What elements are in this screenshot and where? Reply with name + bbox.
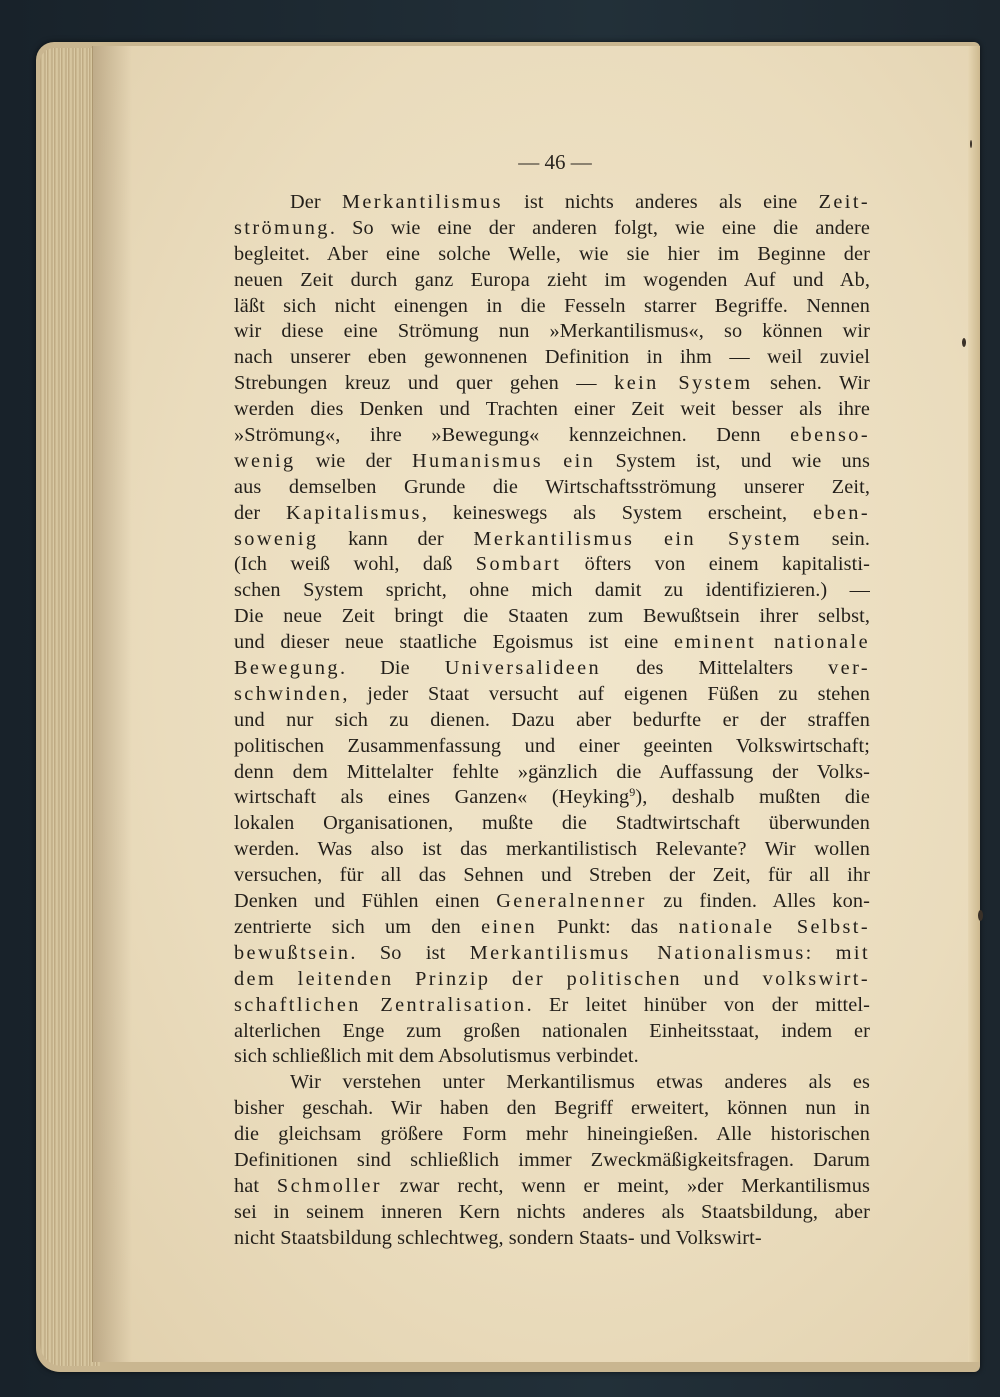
spaced-emphasis: mit bbox=[835, 941, 870, 964]
text-line bbox=[234, 1096, 870, 1122]
text-run: »Strömung«, ihre »Bewegung« kennzeichnen. Denn bbox=[234, 424, 791, 447]
spaced-emphasis: nationale Selbst- bbox=[678, 915, 870, 938]
text-line bbox=[234, 734, 870, 760]
spaced-emphasis: Universalideen bbox=[444, 657, 602, 680]
text-line bbox=[234, 863, 870, 889]
text-run: und nur sich zu dienen. Dazu aber bedurfte er der straffen bbox=[234, 708, 870, 731]
spaced-emphasis: Generalnenner bbox=[496, 890, 647, 913]
text-run: bisher geschah. Wir haben den Begriff erweitert, können nun in bbox=[234, 1097, 870, 1120]
text-line bbox=[234, 294, 870, 320]
text-run: hat bbox=[234, 1174, 277, 1197]
page-number: — 46 — bbox=[518, 150, 592, 174]
text-run: neuen Zeit durch ganz Europa zieht im wogenden Auf und Ab, bbox=[234, 268, 870, 291]
text-run: ist nichts anderes als eine bbox=[502, 191, 819, 213]
text-line bbox=[234, 837, 870, 863]
text-line bbox=[234, 190, 870, 216]
text-run: Denken und Fühlen einen bbox=[234, 890, 497, 913]
text-run: wie der bbox=[295, 449, 412, 472]
text-run: der bbox=[234, 501, 286, 524]
ink-speck bbox=[962, 338, 966, 347]
text-line bbox=[234, 1019, 870, 1045]
text-line bbox=[234, 268, 870, 294]
text-line bbox=[234, 656, 870, 682]
text-run: wir diese eine Strömung nun »Merkantilismus«, so können wir bbox=[234, 320, 870, 343]
text-run: werden. Was also ist das merkantilistisch Relevante? Wir wollen bbox=[234, 838, 870, 861]
text-run: sei in seinem inneren Kern nichts anderes als Staatsbildung, aber bbox=[234, 1200, 870, 1223]
text-run: (Ich weiß wohl, daß bbox=[234, 553, 476, 576]
text-run: Wir verstehen unter Merkantilismus etwas anderes als es bbox=[290, 1071, 870, 1094]
spaced-emphasis: Sombart bbox=[475, 553, 562, 576]
text-run bbox=[634, 528, 664, 550]
text-line bbox=[234, 889, 870, 915]
text-line bbox=[234, 216, 870, 242]
spaced-emphasis: ein bbox=[563, 449, 596, 472]
spaced-emphasis: bewußtsein bbox=[234, 941, 351, 964]
text-run: sehen. Wir bbox=[752, 372, 870, 395]
spaced-emphasis: ein System bbox=[664, 527, 803, 550]
text-run: . So ist bbox=[350, 941, 470, 964]
text-line bbox=[234, 1148, 870, 1174]
text-line bbox=[234, 785, 870, 811]
spaced-emphasis: Merkantilismus bbox=[473, 527, 635, 550]
spaced-emphasis: Schmoller bbox=[276, 1174, 382, 1197]
text-run: politischen Zusammenfassung und einer geeinten Volkswirtschaft; bbox=[234, 734, 870, 757]
text-run: System ist, und wie uns bbox=[595, 449, 870, 472]
text-line bbox=[234, 242, 870, 268]
text-run: Punkt: das bbox=[536, 915, 679, 938]
text-run: . Er leitet hinüber von der mittel- bbox=[526, 993, 870, 1016]
ink-speck bbox=[978, 910, 983, 921]
ink-speck bbox=[970, 140, 972, 148]
text-line bbox=[234, 552, 870, 578]
book-page-edges bbox=[40, 48, 100, 1366]
spaced-emphasis: Humanismus bbox=[411, 449, 544, 472]
text-run: denn dem Mittelalter fehlte »gänzlich die Auffassung der Volks- bbox=[234, 760, 870, 783]
text-line bbox=[234, 630, 870, 656]
text-run: . So wie eine der anderen folgt, wie eine die andere bbox=[329, 216, 870, 239]
text-line bbox=[234, 319, 870, 345]
spaced-emphasis: ver- bbox=[828, 657, 870, 680]
text-run: lokalen Organisationen, mußte die Stadtwirtschaft überwunden bbox=[234, 812, 870, 835]
text-run: versuchen, für all das Sehnen und Streben der Zeit, für all ihr bbox=[234, 864, 870, 887]
text-line bbox=[234, 1122, 870, 1148]
text-run: : bbox=[805, 941, 836, 964]
text-line bbox=[234, 449, 870, 475]
text-run: kann der bbox=[318, 527, 474, 550]
text-line bbox=[234, 1070, 870, 1096]
text-run: zwar recht, wenn er meint, »der Merkantilismus bbox=[381, 1174, 870, 1197]
spaced-emphasis: Merkantilismus Nationalismus bbox=[469, 941, 806, 964]
text-run bbox=[543, 450, 563, 472]
page-right-edge bbox=[968, 46, 980, 1362]
spaced-emphasis: ebenso- bbox=[790, 424, 870, 447]
text-line bbox=[234, 527, 870, 553]
spaced-emphasis: schwinden bbox=[234, 682, 343, 705]
text-line bbox=[234, 371, 870, 397]
text-run: , keineswegs als System erscheint, bbox=[421, 501, 813, 524]
text-line bbox=[234, 578, 870, 604]
text-run: werden dies Denken und Trachten einer Zeit weit besser als ihre bbox=[234, 398, 870, 421]
footnote-ref: 9 bbox=[629, 785, 636, 800]
spaced-emphasis: wenig bbox=[234, 449, 296, 472]
spaced-emphasis: eben- bbox=[812, 501, 870, 524]
spaced-emphasis: kein System bbox=[614, 372, 753, 395]
text-run: wirtschaft als eines Ganzen« (Heyking bbox=[234, 786, 630, 809]
gutter-shadow bbox=[92, 46, 132, 1362]
text-run: ), deshalb mußten die bbox=[635, 786, 870, 809]
text-run: begleitet. Aber eine solche Welle, wie sie hier im Beginne der bbox=[234, 242, 870, 265]
text-line bbox=[234, 423, 870, 449]
spaced-emphasis: einen bbox=[481, 915, 537, 938]
text-line bbox=[234, 397, 870, 423]
text-line bbox=[234, 345, 870, 371]
text-line bbox=[234, 1226, 870, 1252]
text-run: . Die bbox=[339, 657, 445, 680]
text-line bbox=[234, 760, 870, 786]
text-run: alterlichen Enge zum großen nationalen Einheitsstaat, indem er bbox=[234, 1019, 870, 1042]
text-line bbox=[234, 811, 870, 837]
text-run: zentrierte sich um den bbox=[234, 915, 482, 938]
text-line bbox=[234, 1200, 870, 1226]
text-run: zu finden. Alles kon- bbox=[646, 890, 870, 913]
spaced-emphasis: Merkantilismus bbox=[341, 191, 503, 213]
text-run: läßt sich nicht einengen in die Fesseln starrer Begriffe. Nennen bbox=[234, 294, 870, 317]
body-text bbox=[234, 190, 870, 1252]
spaced-emphasis: schaftlichen Zentralisation bbox=[234, 993, 527, 1016]
text-run: die gleichsam größere Form mehr hineingießen. Alle historischen bbox=[234, 1123, 870, 1146]
text-line bbox=[234, 1174, 870, 1200]
spaced-emphasis: sowenig bbox=[234, 527, 319, 550]
text-run: nach unserer eben gewonnenen Definition in ihm — weil zuviel bbox=[234, 346, 870, 369]
spaced-emphasis: Bewegung bbox=[234, 657, 340, 680]
text-run: Strebungen kreuz und quer gehen — bbox=[234, 372, 615, 395]
text-line bbox=[234, 941, 870, 967]
text-line bbox=[234, 967, 870, 993]
spaced-emphasis: Zeit- bbox=[818, 191, 870, 213]
text-run: öfters von einem kapitalisti- bbox=[561, 553, 870, 576]
spaced-emphasis: strömung bbox=[234, 216, 330, 239]
text-run: sein. bbox=[802, 527, 870, 550]
text-line bbox=[234, 1044, 870, 1070]
text-line bbox=[234, 604, 870, 630]
text-run: Die neue Zeit bringt die Staaten zum Bewußtsein ihrer selbst, bbox=[234, 605, 870, 628]
text-run: und dieser neue staatliche Egoismus ist eine bbox=[234, 631, 674, 654]
text-line bbox=[234, 993, 870, 1019]
text-line bbox=[234, 501, 870, 527]
spaced-emphasis: eminent nationale bbox=[673, 631, 870, 654]
text-run: nicht Staatsbildung schlechtweg, sondern Staats- und Volkswirt- bbox=[234, 1226, 762, 1249]
text-line bbox=[234, 708, 870, 734]
text-run: des Mittelalters bbox=[601, 657, 829, 680]
text-run: sich schließlich mit dem Absolutismus verbindet. bbox=[234, 1045, 639, 1068]
spaced-emphasis: dem leitenden Prinzip der politischen und volkswirt- bbox=[234, 967, 870, 990]
text-line bbox=[234, 682, 870, 708]
text-run: Definitionen sind schließlich immer Zweckmäßigkeitsfragen. Darum bbox=[234, 1148, 870, 1171]
text-run: schen System spricht, ohne mich damit zu identifizieren.) — bbox=[234, 579, 870, 602]
spaced-emphasis: Kapitalismus bbox=[286, 501, 422, 524]
text-run: Der bbox=[290, 191, 342, 213]
text-run: , jeder Staat versucht auf eigenen Füßen zu stehen bbox=[342, 682, 870, 705]
text-line bbox=[234, 475, 870, 501]
text-line bbox=[234, 915, 870, 941]
text-run: aus demselben Grunde die Wirtschaftsströmung unserer Zeit, bbox=[234, 475, 870, 498]
